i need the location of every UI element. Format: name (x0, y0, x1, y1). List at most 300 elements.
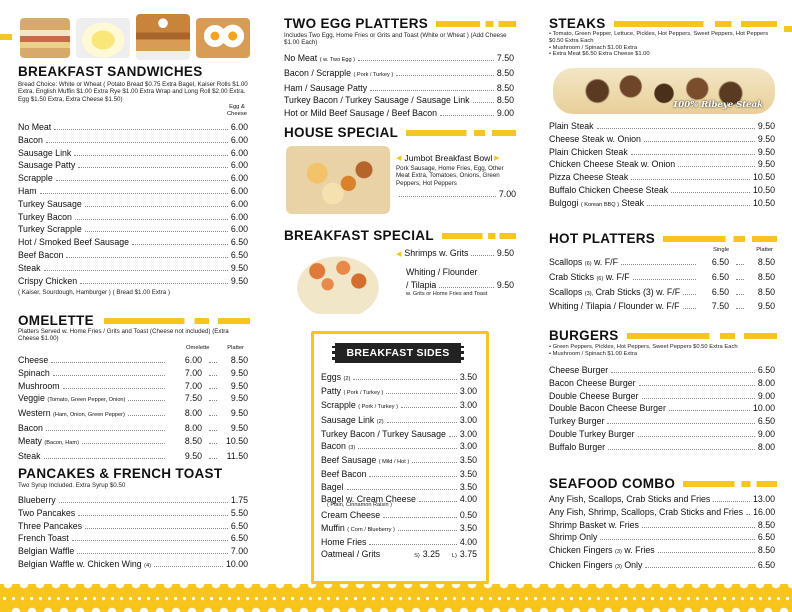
item-price: 9.50 (757, 301, 775, 312)
title-text: BURGERS (549, 328, 619, 343)
menu-row (321, 536, 477, 548)
leader-dots (639, 385, 755, 386)
leader-dots (77, 553, 228, 554)
bowl-price: 7.00 (498, 189, 516, 200)
item-name (18, 354, 48, 367)
item-price: 8.50 (496, 95, 514, 106)
steaks-note-1: • Tomato, Green Pepper, Lettuce, Pickles, Hot Peppers, Sweet Peppers, Hot Peppers $0.50 Extra Each (549, 31, 769, 44)
photo-eggs (76, 18, 130, 58)
item-price: 4.00 (459, 493, 477, 504)
item-name-text: Chicken Fingers (549, 545, 613, 556)
item-name (321, 414, 384, 428)
item-name (18, 507, 75, 520)
item-name-tail: Only (624, 559, 643, 570)
leader-dots (369, 476, 456, 477)
breakfast-special-items (396, 247, 514, 299)
item-name (18, 407, 125, 422)
omelette-col-headers (18, 345, 248, 353)
item-name (321, 509, 380, 521)
leader-dots (74, 155, 228, 156)
item-price: 8.00 (757, 441, 775, 452)
item-name (18, 134, 43, 147)
menu-row (18, 392, 248, 407)
item-note: ( Corn / Blueberry ) (347, 526, 395, 533)
menu-row (321, 468, 477, 480)
leader-dots (209, 400, 217, 401)
item-name (18, 450, 41, 463)
oatmeal-large-price: 3.75 (459, 549, 477, 560)
section-title-two-egg (284, 16, 516, 31)
leader-dots (78, 167, 228, 168)
item-price: 6.00 (230, 185, 248, 196)
item-name-text: Whiting / Tilapia / Flounder w. F/F (549, 301, 680, 312)
leader-dots (128, 415, 165, 416)
menu-row (321, 385, 477, 399)
leader-dots (683, 308, 696, 309)
leader-dots (658, 552, 755, 553)
menu-row (549, 256, 775, 271)
leader-dots (75, 219, 228, 220)
item-price: 6.50 (230, 533, 248, 544)
item-name-text: Meaty (18, 435, 42, 446)
menu-row (321, 399, 477, 413)
item-name (549, 493, 710, 506)
item-name-text: Hot or Mild Beef Sausage / Beef Bacon (284, 108, 438, 119)
title-accent-bar (436, 21, 516, 27)
menu-row (18, 545, 248, 558)
leader-dots (46, 142, 228, 143)
item-name-text: Cream Cheese (321, 510, 381, 521)
item-name (18, 380, 60, 393)
item-price: 10.50 (752, 197, 775, 208)
item-name-text: Bagel (321, 481, 344, 492)
item-name-text: No Meat (284, 53, 318, 63)
menu-row (321, 481, 477, 493)
leader-dots (369, 544, 456, 545)
item-name (549, 519, 639, 532)
item-name-text: Turkey Bacon / Turkey Sausage / Sausage Link (284, 95, 470, 106)
item-name-text: Steak (621, 197, 645, 208)
crispy-chicken-note: ( Kaiser, Sourdough, Hamburger ) ( Bread $1.00 Extra ) (18, 289, 171, 296)
item-name (549, 377, 636, 390)
leader-dots (608, 449, 755, 450)
item-price: 9.50 (230, 262, 248, 273)
leader-dots (209, 458, 217, 459)
item-price: 7.50 (184, 393, 202, 404)
item-name (549, 428, 635, 441)
item-price: 10.50 (225, 435, 248, 446)
item-name (18, 275, 77, 288)
item-name (549, 197, 644, 212)
item-name (284, 107, 437, 120)
col-header-single: Single (713, 247, 730, 253)
item-price: 9.50 (230, 380, 248, 391)
item-price: 7.00 (184, 380, 202, 391)
item-name-text: Pizza Cheese Steak (549, 172, 629, 183)
item-price: 6.50 (757, 559, 775, 570)
pancakes-note: Two Syrup Included. Extra Syrup $0.50 (18, 482, 126, 489)
item-price: 6.50 (230, 249, 248, 260)
menu-row (321, 440, 477, 454)
item-note: ( Mild / Hot ) (378, 459, 410, 466)
item-name (18, 198, 82, 211)
item-name-text: Three Pancakes (18, 520, 83, 531)
item-price: 16.00 (753, 506, 776, 517)
item-price: 8.00 (184, 408, 202, 419)
leader-dots (736, 279, 744, 280)
item-price: 10.50 (752, 184, 775, 195)
house-special-item (396, 153, 516, 201)
col-header-platter: Platter (756, 247, 773, 253)
leader-dots (440, 115, 494, 116)
menu-row (18, 147, 248, 160)
item-name (18, 223, 82, 236)
item-price: 3.50 (459, 469, 477, 480)
leader-dots (358, 448, 457, 449)
leader-dots (44, 270, 228, 271)
item-note: (3) (348, 445, 356, 452)
item-name-text: Belgian Waffle (18, 546, 75, 557)
item-price: 9.50 (757, 159, 775, 170)
leader-dots (209, 375, 217, 376)
item-name-text: Blueberry (18, 495, 56, 505)
leader-dots (358, 60, 494, 61)
item-price: 3.50 (459, 372, 477, 382)
menu-row (549, 506, 775, 519)
item-name-text: Shrimp Basket w. Fries (549, 519, 639, 530)
leader-dots (85, 528, 228, 529)
leader-dots (597, 128, 755, 129)
menu-row (549, 441, 775, 454)
item-price: 3.00 (459, 400, 477, 411)
omelette-note: Platters Served w. Home Fries / Grits and Toast (Cheese not included) (Extra Cheese $1.00) (18, 328, 229, 343)
item-name (549, 158, 675, 171)
right-accent-bar (784, 26, 792, 32)
leader-dots (387, 422, 457, 423)
item-name (549, 506, 743, 519)
item-price: 6.00 (230, 198, 248, 209)
item-price: 6.50 (711, 257, 729, 267)
item-name-text: Crispy Chicken (18, 275, 78, 286)
menu-row (284, 67, 514, 82)
title-accent-bar (442, 233, 516, 239)
item-note: (Bacon, Ham) (44, 439, 79, 446)
item-name (18, 520, 82, 533)
item-note: ( Pork / Turkey ) (343, 390, 384, 397)
title-text: HOUSE SPECIAL (284, 125, 399, 140)
menu-row (18, 211, 248, 224)
item-name (321, 399, 398, 413)
item-note: (4) (144, 562, 151, 569)
item-name-tail: w. F/F (594, 257, 618, 267)
title-accent-bar (683, 481, 777, 487)
item-price: 9.50 (757, 146, 775, 157)
bottom-decorative-band (0, 584, 792, 612)
item-price: 13.00 (752, 494, 775, 504)
item-price: 6.50 (757, 532, 775, 543)
photo-sandwich (20, 18, 70, 58)
leader-dots (209, 388, 217, 389)
leader-dots (401, 407, 457, 408)
item-price: 3.00 (459, 414, 477, 425)
leader-dots (78, 515, 228, 516)
item-name-text: Any Fish, Shrimp, Scallops, Crab Sticks and Fries (549, 506, 744, 517)
col-header-platter: Platter (227, 345, 244, 351)
menu-row (284, 107, 514, 120)
item-name-text: Steak (18, 262, 41, 273)
menu-row (549, 286, 775, 301)
item-name-text: Muffin (321, 522, 345, 533)
menu-row (18, 435, 248, 450)
special-whiting-row (396, 266, 514, 279)
item-note: ( w. Two Egg ) (319, 57, 356, 63)
item-name (18, 185, 37, 198)
leader-dots (386, 393, 457, 394)
item-name (549, 544, 655, 559)
item-price: 7.00 (230, 546, 248, 557)
leader-dots (128, 400, 165, 401)
section-title-house-special (284, 125, 516, 140)
item-name-text: Bacon (321, 441, 346, 452)
menu-row (18, 262, 248, 275)
item-price: 8.50 (230, 355, 248, 365)
leader-dots (607, 423, 754, 424)
menu-row (549, 544, 775, 559)
menu-row (284, 94, 514, 107)
item-name-text: No Meat (18, 122, 52, 132)
item-name (284, 67, 393, 82)
leader-dots (678, 166, 755, 167)
item-name-text: Turkey Sausage (18, 198, 82, 209)
item-note: ( Pork / Turkey ) (353, 71, 394, 78)
menu-row (18, 532, 248, 545)
steaks-notes (549, 31, 777, 58)
menu-row (549, 559, 775, 574)
special-whiting-name2: / Tilapia (406, 279, 437, 290)
item-name-text: Buffalo Chicken Cheese Steak (549, 184, 669, 195)
item-price: 9.00 (757, 390, 775, 401)
leader-dots (66, 257, 227, 258)
item-name (549, 559, 642, 574)
breakfast-sides-title: BREAKFAST SIDES (332, 343, 464, 363)
item-name (321, 371, 350, 385)
bowl-description: Pork Sausage, Home Fries, Egg, Other Meat Extra, Tomatoes, Onions, Green Peppers, Hot Peppers (396, 165, 504, 187)
item-price: 9.00 (757, 428, 775, 439)
item-name-text: Spinach (18, 367, 50, 378)
item-price: 8.50 (757, 545, 775, 556)
band-wave-bottom (8, 602, 792, 612)
item-name-text: Double Turkey Burger (549, 428, 635, 439)
special-whiting-price: 9.50 (496, 279, 514, 290)
item-name (284, 94, 470, 107)
item-price: 6.00 (230, 211, 248, 222)
special-shrimps-price: 9.50 (496, 248, 514, 258)
title-text: BREAKFAST SANDWICHES (18, 64, 203, 79)
item-price: 6.00 (230, 160, 248, 171)
photo-breakfast-bowl (286, 146, 390, 214)
leader-dots (642, 527, 755, 528)
item-price: 3.50 (459, 522, 477, 533)
bowl-name: Jumbot Breakfast Bowl (404, 153, 493, 163)
leader-dots (644, 141, 755, 142)
photo-shrimp-grits (286, 248, 390, 314)
title-text: SEAFOOD COMBO (549, 476, 676, 491)
pancakes-list (18, 494, 248, 573)
leader-dots (439, 287, 494, 288)
leader-dots (645, 567, 754, 568)
item-name (549, 256, 618, 271)
item-price: 9.50 (757, 121, 775, 131)
menu-row (549, 120, 775, 133)
leader-dots (419, 501, 457, 502)
item-name-text: Eggs (321, 372, 342, 382)
item-price: 3.50 (459, 481, 477, 492)
item-price: 8.50 (184, 435, 202, 446)
item-price: 6.00 (230, 173, 248, 184)
menu-row (18, 249, 248, 262)
menu-row (284, 82, 514, 95)
leader-dots (82, 443, 165, 444)
leader-dots (44, 458, 166, 459)
item-name (549, 286, 680, 301)
item-price: 6.50 (711, 286, 729, 297)
leader-dots (63, 388, 165, 389)
item-price: 7.50 (711, 301, 729, 312)
item-name (18, 392, 125, 407)
item-name-text: Hot / Smoked Beef Sausage (18, 237, 130, 248)
menu-row (321, 522, 477, 536)
leader-dots (209, 430, 217, 431)
burgers-notes (549, 344, 777, 358)
item-price: 8.00 (757, 377, 775, 388)
item-name (549, 364, 608, 377)
item-price: 10.50 (752, 172, 775, 183)
item-price: 5.50 (230, 507, 248, 518)
item-name-text: Belgian Waffle w. Chicken Wing (18, 558, 142, 569)
item-name-tail: w. F/F (605, 271, 630, 282)
item-name (321, 536, 366, 548)
item-name (18, 545, 74, 558)
leader-dots (671, 192, 750, 193)
two-egg-list (284, 52, 514, 120)
item-price: 6.50 (711, 271, 729, 282)
leader-dots (54, 129, 228, 130)
leader-dots (383, 517, 457, 518)
item-name (18, 159, 75, 172)
oatmeal-row (321, 548, 477, 562)
item-note: (3) (615, 563, 622, 570)
item-price: 8.50 (757, 271, 775, 282)
menu-row (321, 454, 477, 468)
steaks-note-2: • Mushroom / Spinach $1.00 Extra (549, 44, 638, 51)
omelette-list (18, 354, 248, 462)
item-name-text: Scallops (549, 286, 583, 297)
item-price: 10.00 (225, 558, 248, 569)
leader-dots (59, 502, 228, 503)
item-name (18, 262, 41, 275)
menu-row (549, 197, 775, 212)
item-name (321, 428, 446, 440)
section-title-omelette (18, 313, 250, 328)
special-shrimps-name: Shrimps w. Grits (404, 248, 469, 258)
item-price: 6.00 (230, 122, 248, 132)
menu-row (549, 493, 775, 506)
menu-row (549, 428, 775, 441)
item-price: 7.00 (184, 367, 202, 378)
item-name-text: Ham / Sausage Patty (284, 82, 368, 93)
menu-row (321, 414, 477, 428)
item-price: 8.50 (757, 257, 775, 267)
item-name (18, 367, 50, 380)
item-name-text: Cheese Steak w. Onion (549, 133, 641, 144)
item-name-text: Beef Bacon (18, 249, 64, 260)
item-price: 8.00 (184, 422, 202, 433)
item-price: 11.50 (226, 450, 248, 461)
item-price: 8.50 (757, 286, 775, 297)
item-price: 9.50 (230, 393, 248, 404)
leader-dots (412, 462, 457, 463)
item-name-tail: Crab Sticks (3) w. F/F (595, 286, 681, 297)
item-name (549, 133, 641, 146)
item-name (18, 236, 129, 249)
menu-row (18, 380, 248, 393)
item-name-text: Veggie (18, 393, 45, 404)
menu-row (549, 415, 775, 428)
item-note: (Ham, Onion, Green Pepper) (53, 412, 125, 419)
menu-row (18, 367, 248, 380)
item-price: 9.50 (184, 450, 202, 461)
hot-platters-list (549, 256, 775, 313)
item-price: 6.00 (230, 134, 248, 145)
section-title-seafood (549, 476, 777, 491)
item-name-text: Double Bacon Cheese Burger (549, 403, 666, 414)
menu-row (18, 121, 248, 134)
item-name (18, 121, 51, 134)
section-title-steaks (549, 16, 777, 31)
title-text: STEAKS (549, 16, 606, 31)
leader-dots (72, 540, 228, 541)
title-text: TWO EGG PLATTERS (284, 16, 429, 31)
title-accent-bar (614, 21, 777, 27)
bullet-icon: ◀ (396, 251, 402, 258)
item-name (549, 146, 628, 159)
leader-dots (154, 566, 223, 567)
title-accent-bar (104, 318, 250, 324)
item-name (549, 441, 605, 454)
item-price: 8.50 (496, 67, 514, 78)
item-name-text: Beef Bacon (321, 469, 367, 480)
item-name-text: Bagel w. Cream Cheese (321, 493, 416, 504)
leader-dots (736, 264, 744, 265)
item-name (18, 558, 151, 573)
leader-dots (631, 179, 750, 180)
item-name (18, 422, 43, 435)
special-whiting-name: Whiting / Flounder (406, 266, 478, 277)
item-name-text: Bacon / Scrapple (284, 67, 351, 78)
menu-row (18, 422, 248, 435)
item-price: 10.00 (752, 403, 775, 414)
leader-dots (746, 514, 750, 515)
leader-dots (473, 102, 494, 103)
title-text: PANCAKES & FRENCH TOAST (18, 466, 223, 481)
section-title-breakfast-special (284, 228, 516, 243)
leader-dots (85, 231, 228, 232)
item-name (18, 211, 72, 224)
menu-row (321, 509, 477, 521)
item-name-text: Turkey Scrapple (18, 224, 82, 235)
item-name-text: Double Cheese Burger (549, 390, 639, 401)
leader-dots (85, 206, 228, 207)
